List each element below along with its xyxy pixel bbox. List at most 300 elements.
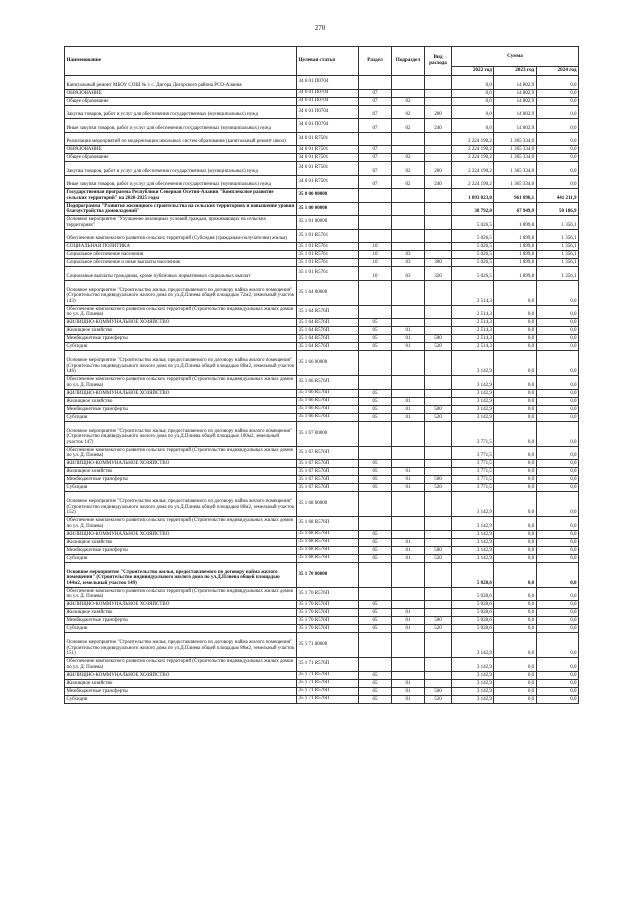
table-row [65,405,579,413]
row-section: 10 [359,259,392,267]
row-amount-2024: 0,0 [536,530,578,538]
row-section: 05 [359,546,392,554]
row-expense-type: 240 [425,175,452,189]
row-amount-2022: 3 142,9 [452,376,494,390]
row-subsection [392,658,425,672]
row-amount-2024: 0,0 [536,538,578,546]
row-expense-type [425,376,452,390]
row-subsection: 01 [392,538,425,546]
row-expense-type [425,492,452,517]
row-amount-2024: 0,0 [536,601,578,609]
row-amount-2024: 1 356,1 [536,267,578,281]
table-row [65,460,579,468]
row-code: 35 1 64 R576П [297,327,359,335]
header-year: 2023 год [494,67,536,76]
row-name: Обеспечение комплексного развития сельских территорий (Строительство индивидуальных жилых домов по ул. Д. Плиева) [65,446,297,460]
row-code: 35 1 70 R576П [297,587,359,601]
row-section [359,216,392,230]
row-subsection [392,305,425,319]
row-subsection: 01 [392,327,425,335]
row-code: 35 1 68 R576П [297,554,359,562]
row-amount-2024: 441 211,9 [536,189,578,203]
row-name: Основное мероприятие "Строительство жилья, предоставляемого по договору найма жилого помещения" (Строительство индивидуального жилого дома по ул.Д.Плиева общей площадью 72м2, земельный участок 143) [65,280,297,305]
row-amount-2024: 0,0 [536,154,578,162]
table-row [65,679,579,687]
row-section: 07 [359,146,392,154]
table-row [65,76,579,90]
row-amount-2024: 0,0 [536,397,578,405]
table-row [65,267,579,281]
row-amount-2022: 3 771,5 [452,421,494,446]
row-amount-2022: 2 514,3 [452,335,494,343]
row-name: Жилищное хозяйство [65,327,297,335]
header-code: Целевая статья [297,47,359,76]
table-row [65,243,579,251]
table-row [65,658,579,672]
row-section: 05 [359,460,392,468]
row-name: Жилищное хозяйство [65,538,297,546]
row-amount-2022: 5 026,5 [452,251,494,259]
row-amount-2024: 0,0 [536,554,578,562]
table-row [65,119,579,133]
row-code: 35 1 70 R576П [297,601,359,609]
row-section: 10 [359,243,392,251]
row-amount-2024: 0,0 [536,119,578,133]
row-name: Обеспечение комплексного развития сельских территорий (Строительство индивидуальных жилых домов по ул. Д. Плиева) [65,305,297,319]
row-subsection [392,421,425,446]
row-expense-type [425,633,452,658]
table-row [65,162,579,176]
row-amount-2024: 0,0 [536,280,578,305]
row-amount-2023: 0,0 [494,492,536,517]
row-amount-2022: 3 142,9 [452,538,494,546]
row-code: 35 1 67 R576П [297,460,359,468]
row-amount-2024: 0,0 [536,679,578,687]
row-section [359,421,392,446]
row-subsection [392,601,425,609]
row-section [359,229,392,243]
row-amount-2023: 1 365 334,0 [494,132,536,146]
row-expense-type: 520 [425,625,452,633]
row-section [359,132,392,146]
row-amount-2023: 0,0 [494,343,536,351]
row-name: Капитальный ремонт МБОУ СОШ № 1 с. Дигора Дигорского района РСО-Алания [65,76,297,90]
row-name: Обеспечение комплексного развития сельских территорий (Строительство индивидуальных жилых домов по ул. Д. Плиева) [65,658,297,672]
row-expense-type [425,189,452,203]
table-row [65,132,579,146]
row-section: 05 [359,397,392,405]
row-expense-type [425,446,452,460]
table-row [65,319,579,327]
row-expense-type: 500 [425,405,452,413]
table-header [65,47,579,76]
header-name: Наименование [65,47,297,76]
row-amount-2024: 0,0 [536,492,578,517]
row-subsection: 01 [392,617,425,625]
row-amount-2024: 0,0 [536,162,578,176]
row-name: ОБРАЗОВАНИЕ [65,146,297,154]
row-amount-2022: 3 771,5 [452,460,494,468]
row-section [359,492,392,517]
row-section: 05 [359,695,392,703]
row-amount-2024: 0,0 [536,695,578,703]
row-subsection [392,76,425,90]
row-expense-type [425,351,452,376]
row-code: 35 1 66 R576П [297,389,359,397]
row-amount-2022: 5 026,5 [452,229,494,243]
table-row [65,671,579,679]
row-amount-2022: 5 028,6 [452,601,494,609]
row-section: 05 [359,343,392,351]
row-subsection: 02 [392,119,425,133]
row-amount-2023: 1 899,8 [494,251,536,259]
row-name: ЖИЛИЩНО-КОММУНАЛЬНОЕ ХОЗЯЙСТВО [65,601,297,609]
row-amount-2023: 67 949,9 [494,202,536,216]
row-code: 35 1 70 R576П [297,617,359,625]
row-amount-2024: 0,0 [536,460,578,468]
table-row [65,517,579,531]
row-amount-2022: 3 142,9 [452,695,494,703]
table-row [65,687,579,695]
row-section [359,376,392,390]
row-name: ЖИЛИЩНО-КОММУНАЛЬНОЕ ХОЗЯЙСТВО [65,530,297,538]
row-amount-2023: 0,0 [494,397,536,405]
row-subsection [392,216,425,230]
row-name: Основное мероприятие "Строительство жилья, предоставляемого по договору найма жилого помещения" (Строительство индивидуального жилого дома по ул.Д.Плиева общей площадью 144м2, земельный участок 149) [65,562,297,587]
row-section [359,305,392,319]
row-amount-2023: 0,0 [494,468,536,476]
row-section: 10 [359,251,392,259]
row-amount-2023: 0,0 [494,476,536,484]
row-code: 35 1 70 R576П [297,625,359,633]
row-amount-2022: 1 093 023,0 [452,189,494,203]
page-number: 270 [314,24,326,32]
table-row [65,601,579,609]
row-subsection [392,243,425,251]
row-code: 34 6 01 П0704 [297,105,359,119]
row-amount-2024: 1 356,1 [536,229,578,243]
row-name: СОЦИАЛЬНАЯ ПОЛИТИКА [65,243,297,251]
row-section: 05 [359,679,392,687]
table-row [65,89,579,97]
row-expense-type: 500 [425,476,452,484]
row-amount-2024: 0,0 [536,546,578,554]
row-name: Межбюджетные трансферты [65,335,297,343]
table-row [65,587,579,601]
row-code: 35 1 01 R5761 [297,251,359,259]
row-expense-type [425,229,452,243]
row-code: 35 1 68 00000 [297,492,359,517]
row-expense-type [425,460,452,468]
row-amount-2022: 2 514,3 [452,305,494,319]
row-amount-2023: 0,0 [494,280,536,305]
table-row [65,305,579,319]
row-amount-2022: 2 224 190,2 [452,146,494,154]
row-subsection [392,376,425,390]
row-subsection [392,633,425,658]
row-name: Субсидии [65,695,297,703]
row-code: 35 1 01 00000 [297,216,359,230]
row-amount-2022: 3 142,9 [452,679,494,687]
row-subsection: 01 [392,397,425,405]
row-amount-2024: 0,0 [536,517,578,531]
row-amount-2022: 5 026,5 [452,216,494,230]
row-amount-2023: 0,0 [494,587,536,601]
row-code: 35 1 71 R576П [297,679,359,687]
row-expense-type [425,305,452,319]
row-name: Межбюджетные трансферты [65,687,297,695]
row-section [359,587,392,601]
row-amount-2023: 0,0 [494,335,536,343]
row-amount-2023: 961 090,1 [494,189,536,203]
row-section: 07 [359,154,392,162]
row-amount-2023: 14 802,9 [494,105,536,119]
row-amount-2022: 5 028,6 [452,562,494,587]
row-name: Субсидии [65,554,297,562]
row-amount-2023: 0,0 [494,530,536,538]
row-section: 05 [359,687,392,695]
row-amount-2022: 3 142,9 [452,658,494,672]
row-amount-2022: 0,0 [452,105,494,119]
table-row [65,546,579,554]
row-subsection: 01 [392,625,425,633]
row-amount-2022: 3 142,9 [452,351,494,376]
table-row [65,216,579,230]
row-amount-2022: 3 142,9 [452,405,494,413]
row-expense-type [425,243,452,251]
table-row [65,633,579,658]
row-code: 35 1 71 R576П [297,671,359,679]
row-section [359,658,392,672]
row-code: 35 1 00 00000 [297,202,359,216]
row-amount-2023: 1 899,8 [494,259,536,267]
row-expense-type [425,89,452,97]
row-amount-2022: 5 026,5 [452,243,494,251]
row-code: 35 1 70 00000 [297,562,359,587]
row-code: 34 6 01 R7501 [297,175,359,189]
row-amount-2024: 0,0 [536,413,578,421]
row-amount-2024: 0,0 [536,468,578,476]
row-amount-2022: 5 026,5 [452,259,494,267]
row-code: 35 1 66 R576П [297,405,359,413]
row-name: Закупка товаров, работ и услуг для обеспечения государственных (муниципальных) нужд [65,162,297,176]
row-amount-2023: 0,0 [494,617,536,625]
row-code: 35 0 00 00000 [297,189,359,203]
row-code: 34 6 01 R7501 [297,162,359,176]
row-amount-2022: 2 514,3 [452,327,494,335]
row-expense-type [425,601,452,609]
row-amount-2022: 3 142,9 [452,397,494,405]
row-amount-2024: 0,0 [536,89,578,97]
row-subsection: 01 [392,679,425,687]
row-section [359,633,392,658]
row-code: 34 6 01 П0704 [297,119,359,133]
row-section: 05 [359,538,392,546]
table-row [65,476,579,484]
row-subsection [392,517,425,531]
row-amount-2022: 3 142,9 [452,687,494,695]
row-expense-type [425,609,452,617]
row-section [359,280,392,305]
row-section: 05 [359,484,392,492]
row-amount-2022: 5 028,6 [452,609,494,617]
table-row [65,413,579,421]
row-subsection: 02 [392,97,425,105]
row-name: Субсидии [65,625,297,633]
row-name: ЖИЛИЩНО-КОММУНАЛЬНОЕ ХОЗЯЙСТВО [65,671,297,679]
row-subsection: 01 [392,476,425,484]
table-row [65,335,579,343]
row-expense-type: 520 [425,413,452,421]
row-name: Межбюджетные трансферты [65,546,297,554]
row-section: 05 [359,468,392,476]
row-expense-type [425,538,452,546]
budget-table-container [64,46,579,704]
row-code: 35 1 64 R576П [297,343,359,351]
row-code: 35 1 66 R576П [297,376,359,390]
row-name: Реализация мероприятий по модернизации школьных систем образования (капитальный ремонт школ) [65,132,297,146]
row-expense-type [425,146,452,154]
row-name: Социальное обеспечение и иные выплаты населению [65,259,297,267]
row-name: Обеспечение комплексного развития сельских территорий (Строительство индивидуальных жилых домов по ул. Д. Плиева) [65,517,297,531]
row-amount-2022: 3 771,5 [452,476,494,484]
row-amount-2022: 3 771,5 [452,446,494,460]
row-expense-type: 520 [425,484,452,492]
row-name: Основное мероприятие "Строительство жилья, предоставляемого по договору найма жилого помещения" (Строительство индивидуального жилого дома по ул.Д.Плиева общей площадью 80м2, земельный участок 152) [65,492,297,517]
row-amount-2023: 0,0 [494,609,536,617]
row-amount-2023: 1 365 334,0 [494,175,536,189]
row-name: ЖИЛИЩНО-КОММУНАЛЬНОЕ ХОЗЯЙСТВО [65,460,297,468]
table-row [65,97,579,105]
row-amount-2024: 0,0 [536,405,578,413]
row-expense-type [425,132,452,146]
row-section: 10 [359,267,392,281]
row-subsection [392,319,425,327]
row-section: 07 [359,97,392,105]
row-name: Основное мероприятие "Строительство жилья, предоставляемого по договору найма жилого помещения" (Строительство индивидуального жилого дома по ул.Д.Плиева общей площадью 80м2, земельный участок 151) [65,633,297,658]
row-expense-type [425,421,452,446]
table-row [65,229,579,243]
row-name: Государственная программа Республики Северная Осетия-Алания "Комплексное развитие сельских территорий" на 2020-2025 годы [65,189,297,203]
row-amount-2024: 0,0 [536,132,578,146]
table-row [65,421,579,446]
row-amount-2024: 0,0 [536,175,578,189]
row-name: ОБРАЗОВАНИЕ [65,89,297,97]
row-amount-2023: 0,0 [494,446,536,460]
row-amount-2022: 2 514,3 [452,280,494,305]
table-row [65,446,579,460]
row-amount-2024: 1 356,1 [536,243,578,251]
row-expense-type [425,97,452,105]
row-subsection [392,446,425,460]
row-section [359,446,392,460]
row-code: 35 1 67 00000 [297,421,359,446]
row-name: Общее образование [65,154,297,162]
row-amount-2023: 1 899,8 [494,216,536,230]
table-row [65,695,579,703]
row-amount-2024: 0,0 [536,625,578,633]
table-row [65,554,579,562]
table-row [65,146,579,154]
row-amount-2024: 0,0 [536,305,578,319]
row-subsection: 02 [392,162,425,176]
table-row [65,251,579,259]
row-expense-type [425,671,452,679]
row-name: Межбюджетные трансферты [65,476,297,484]
row-subsection [392,587,425,601]
row-section: 05 [359,609,392,617]
row-name: Общее образование [65,97,297,105]
table-row [65,492,579,517]
row-expense-type: 500 [425,335,452,343]
row-name: Основное мероприятие "Улучшение жилищных условий граждан, проживающих на сельских территориях" [65,216,297,230]
row-name: Межбюджетные трансферты [65,405,297,413]
row-section: 05 [359,625,392,633]
row-amount-2023: 0,0 [494,554,536,562]
row-amount-2024: 0,0 [536,351,578,376]
row-code: 35 1 01 R5761 [297,229,359,243]
row-expense-type [425,76,452,90]
row-subsection: 02 [392,154,425,162]
row-code: 35 1 66 00000 [297,351,359,376]
row-amount-2024: 0,0 [536,421,578,446]
row-subsection: 01 [392,468,425,476]
table-row [65,538,579,546]
row-amount-2024: 1 356,1 [536,259,578,267]
row-amount-2024: 0,0 [536,476,578,484]
row-amount-2024: 1 356,1 [536,251,578,259]
row-amount-2024: 0,0 [536,562,578,587]
row-amount-2022: 3 771,5 [452,484,494,492]
row-expense-type [425,327,452,335]
row-amount-2022: 0,0 [452,76,494,90]
table-row [65,389,579,397]
row-name: Субсидии [65,343,297,351]
row-amount-2022: 3 771,5 [452,468,494,476]
row-amount-2023: 14 802,9 [494,119,536,133]
row-amount-2024: 0,0 [536,484,578,492]
row-subsection [392,202,425,216]
row-code: 35 1 70 R576П [297,609,359,617]
row-expense-type: 200 [425,162,452,176]
table-row [65,617,579,625]
row-amount-2023: 0,0 [494,546,536,554]
table-row [65,189,579,203]
row-section [359,202,392,216]
row-amount-2022: 5 028,6 [452,625,494,633]
table-row [65,154,579,162]
row-expense-type [425,319,452,327]
row-subsection: 01 [392,335,425,343]
row-amount-2024: 0,0 [536,76,578,90]
table-row [65,625,579,633]
row-expense-type [425,280,452,305]
row-expense-type: 520 [425,343,452,351]
row-amount-2023: 0,0 [494,601,536,609]
row-amount-2023: 0,0 [494,413,536,421]
row-amount-2022: 3 142,9 [452,492,494,517]
row-name: Субсидии [65,484,297,492]
row-amount-2024: 0,0 [536,376,578,390]
row-subsection [392,132,425,146]
row-amount-2023: 0,0 [494,484,536,492]
row-amount-2024: 0,0 [536,633,578,658]
row-amount-2023: 0,0 [494,351,536,376]
row-subsection: 01 [392,695,425,703]
row-name: Подпрограмма "Развитие жилищного строительства на сельских территориях и повышение уровня благоустройства домовладений" [65,202,297,216]
row-amount-2023: 0,0 [494,679,536,687]
row-amount-2022: 5 026,5 [452,267,494,281]
